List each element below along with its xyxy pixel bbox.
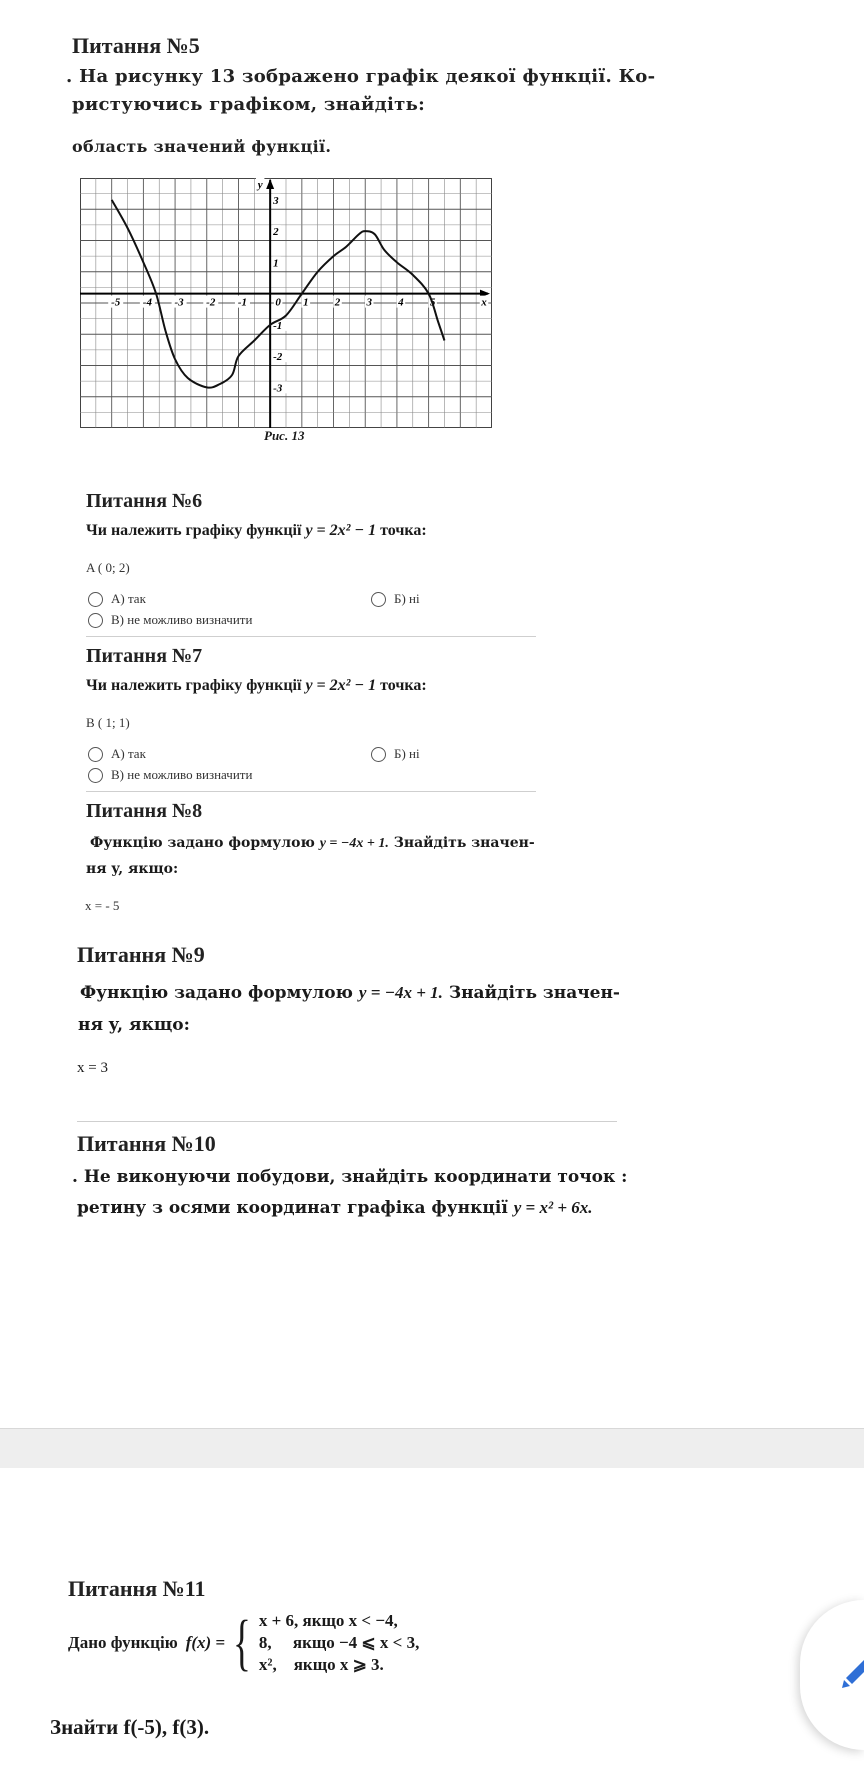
q6-point: A ( 0; 2) [86,560,130,575]
q7-radio-c[interactable] [88,768,103,783]
q8-value: x = - 5 [85,898,120,913]
q11-case-3: x², якщо x ⩾ 3. [258,1655,384,1674]
q6-question-prefix: Чи належить графіку функції [86,522,302,539]
q9-text-suffix: Знайдіть значен- [448,983,620,1003]
q9-value: x = 3 [77,1060,108,1076]
q6-option-c[interactable] [88,612,252,628]
y-tick-label: -2 [273,351,283,364]
q9-text [80,983,620,1003]
q10-line2-prefix: ретину з осями координат графіка функції [77,1198,508,1218]
q6-question [86,522,427,540]
figure-caption-label: Рис. 13 [264,428,305,443]
x-tick-label: 3 [366,296,372,309]
q11-task: Знайти f(-5), f(3). [50,1715,210,1739]
q11-title: Питання №11 [68,1576,206,1601]
q10-line1: . Не виконуючи побудови, знайдіть координати точок : [72,1167,628,1187]
x-tick-label: 2 [334,296,341,309]
q9-formula: y = −4x + 1. [358,983,443,1002]
x-tick-label: -1 [237,296,248,309]
q5-text-line2: ристуючись графіком, знайдіть: [72,94,426,115]
q6-divider [86,636,536,637]
q6-option-b-label: Б) ні [394,591,420,606]
q11-case-2: 8, якщо −4 ⩽ x < 3, [258,1633,420,1652]
x-axis-label: x [481,296,487,309]
q7-option-a[interactable] [88,746,146,762]
q9-title: Питання №9 [77,942,205,967]
q6-question-suffix: точка: [380,522,427,539]
q7-radio-b[interactable] [371,747,386,762]
q6-option-a[interactable] [88,591,146,607]
x-tick-label: 0 [275,296,281,309]
x-tick-label: 4 [398,296,404,309]
q8-formula: y = −4x + 1. [319,836,389,851]
q6-radio-a[interactable] [88,592,103,607]
q7-option-c-label: В) не можливо визначити [111,767,253,782]
q7-point: B ( 1; 1) [86,715,130,730]
q10-title: Питання №10 [77,1131,216,1156]
q7-option-c[interactable] [88,767,252,783]
q11-case-1: x + 6, якщо x < −4, [258,1611,398,1630]
y-tick-label: 2 [273,226,279,239]
q6-radio-b[interactable] [371,592,386,607]
function-graph [80,178,492,428]
y-tick-label: -1 [273,319,283,332]
q8-title: Питання №8 [86,800,203,822]
q8-text [90,835,535,852]
q10-line2 [77,1198,593,1218]
q9-line2: ня y, якщо: [78,1015,190,1035]
q7-divider [86,791,536,792]
q7-question [86,677,427,695]
x-tick-label: -5 [111,296,121,309]
q11-function-definition [68,1610,419,1676]
q6-option-b[interactable] [371,591,420,607]
q5-text-line1: . На рисунку 13 зображено графік деякої функції. Ко- [66,66,656,87]
x-tick-label: -2 [206,296,216,309]
q8-text-prefix: Функцію задано формулою [90,835,315,851]
y-axis-arrow [266,179,274,189]
q11-cases [259,1610,419,1676]
q8-line2: ня y, якщо: [86,861,179,877]
y-tick-label: 1 [273,257,279,270]
q6-option-a-label: А) так [111,591,146,606]
q7-question-suffix: точка: [380,677,427,694]
y-tick-label: -3 [273,382,283,395]
q7-option-a-label: А) так [111,746,146,761]
q7-question-prefix: Чи належить графіку функції [86,677,302,694]
q6-formula: y = 2x² − 1 [305,522,377,539]
q9-text-prefix: Функцію задано формулою [80,983,353,1003]
x-tick-label: -3 [174,296,184,309]
q8-text-suffix: Знайдіть значен- [393,835,535,851]
q5-subtitle: область значений функції. [72,137,332,156]
x-tick-label: -4 [142,296,152,309]
tick-labels [108,178,488,394]
q11-given: Дано функцію [68,1633,178,1652]
q7-title: Питання №7 [86,645,203,667]
q10-formula: y = x² + 6x. [513,1198,593,1217]
q5-title: Питання №5 [72,33,200,58]
q6-radio-c[interactable] [88,613,103,628]
q11-fx: f(x) = [185,1633,226,1652]
q11-brace: { [233,1609,251,1677]
floating-edit-button[interactable] [800,1600,864,1750]
section-separator [0,1428,864,1468]
x-tick-label: 1 [303,296,309,309]
x-tick-label: 5 [429,296,436,309]
y-axis-label: y [257,179,263,191]
q6-title: Питання №6 [86,490,203,512]
q7-formula: y = 2x² − 1 [305,677,377,694]
y-tick-label: 3 [273,194,279,207]
q6-option-c-label: В) не можливо визначити [111,612,253,627]
pencil-icon [800,1600,864,1750]
q9-divider [77,1121,617,1122]
q7-option-b-label: Б) ні [394,746,420,761]
q7-option-b[interactable] [371,746,420,762]
q7-radio-a[interactable] [88,747,103,762]
